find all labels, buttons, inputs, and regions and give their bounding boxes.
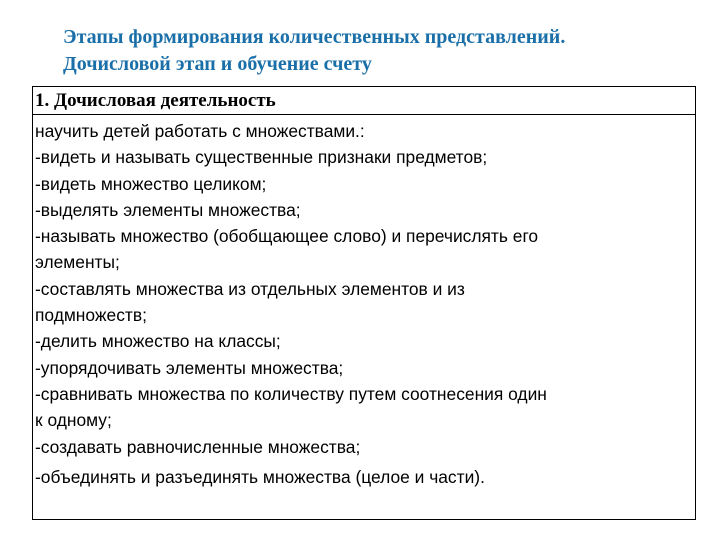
- slide-title-line-1: Этапы формирования количественных представлений.: [63, 26, 566, 48]
- list-item: -видеть множество целиком;: [35, 173, 267, 194]
- list-item: -делить множество на классы;: [35, 331, 281, 352]
- list-item: к одному;: [35, 410, 112, 431]
- list-item: -составлять множества из отдельных элементов и из: [35, 278, 465, 299]
- list-item: -называть множество (обобщающее слово) и перечислять его: [35, 226, 539, 247]
- slide-title: [63, 24, 703, 78]
- list-item: научить детей работать с множествами.:: [35, 121, 365, 141]
- list-item: -создавать равночисленные множества;: [35, 436, 361, 457]
- list-item: подмножеств;: [35, 305, 147, 326]
- slide-title-line-2: Дочисловой этап и обучение счету: [63, 53, 372, 75]
- table-header: 1. Дочисловая деятельность: [33, 87, 695, 115]
- list-item: -объединять и разъединять множества (целое и части).: [35, 466, 485, 487]
- list-item: элементы;: [35, 252, 120, 273]
- list-item: -упорядочивать элементы множества;: [35, 357, 344, 378]
- list-item: -выделять элементы множества;: [35, 199, 301, 220]
- content-table: [32, 86, 696, 520]
- table-body: [33, 115, 695, 490]
- list-item: -видеть и называть существенные признаки предметов;: [35, 147, 488, 168]
- list-item: -сравнивать множества по количеству путем соотнесения один: [35, 383, 547, 404]
